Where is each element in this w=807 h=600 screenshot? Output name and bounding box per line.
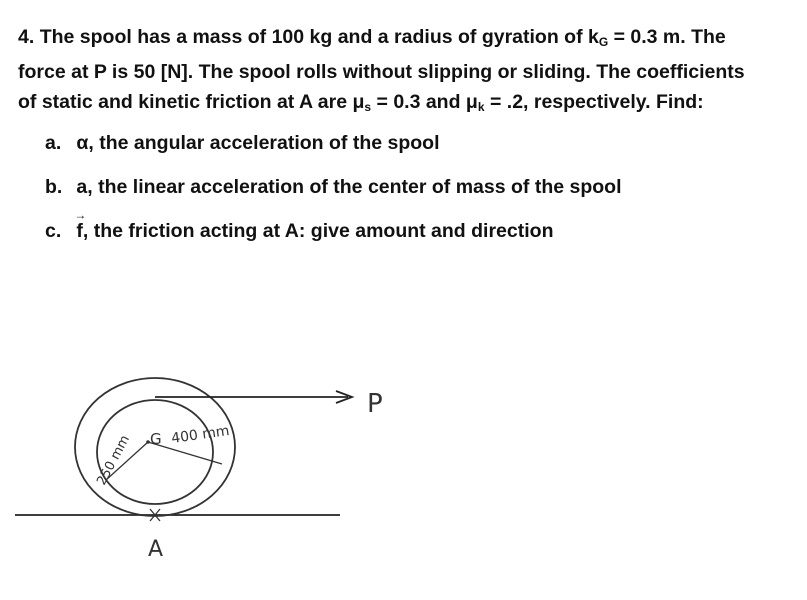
part-c [45,216,622,260]
problem-number: 4. [18,26,35,48]
part-b [45,172,622,216]
part-label: a. [45,132,62,154]
subscript-s: s [364,100,372,114]
part-variable: a [76,176,88,198]
part-variable: α [76,132,89,154]
problem-text: The spool has a mass of 100 kg and a radius of gyration of k [39,26,599,48]
problem-line-2: force at P is 50 [N]. The spool rolls without slipping or sliding. The coefficients [18,61,745,83]
inner-radius-label: 250 mm [94,432,134,488]
problem-text: = .2, respectively. Find: [484,91,704,113]
part-text: , the linear acceleration of the center of mass of the spool [87,176,622,198]
subscript-g: G [598,35,609,49]
part-text: , the friction acting at A: give amount and direction [82,220,554,242]
part-label: c. [45,220,62,242]
problem-text: = 0.3 and μ [371,91,478,113]
problem-line-1 [18,22,793,57]
problem-text: of static and kinetic friction at A are μ [18,91,365,113]
friction-vector-symbol: → f [76,216,83,246]
subscript-k: k [477,100,485,114]
part-label: b. [45,176,63,198]
problem-statement [18,22,793,122]
spool-diagram [0,330,807,600]
outer-radius-label: 400 mm [170,422,231,447]
problem-text: = 0.3 m. The [608,26,726,48]
part-text: , the angular acceleration of the spool [88,132,440,154]
part-a [45,128,622,172]
force-label-p: P [367,389,383,419]
contact-label-a: A [148,537,164,562]
problem-line-3 [18,87,793,122]
question-parts [45,128,622,260]
center-label-g: G [150,430,162,448]
